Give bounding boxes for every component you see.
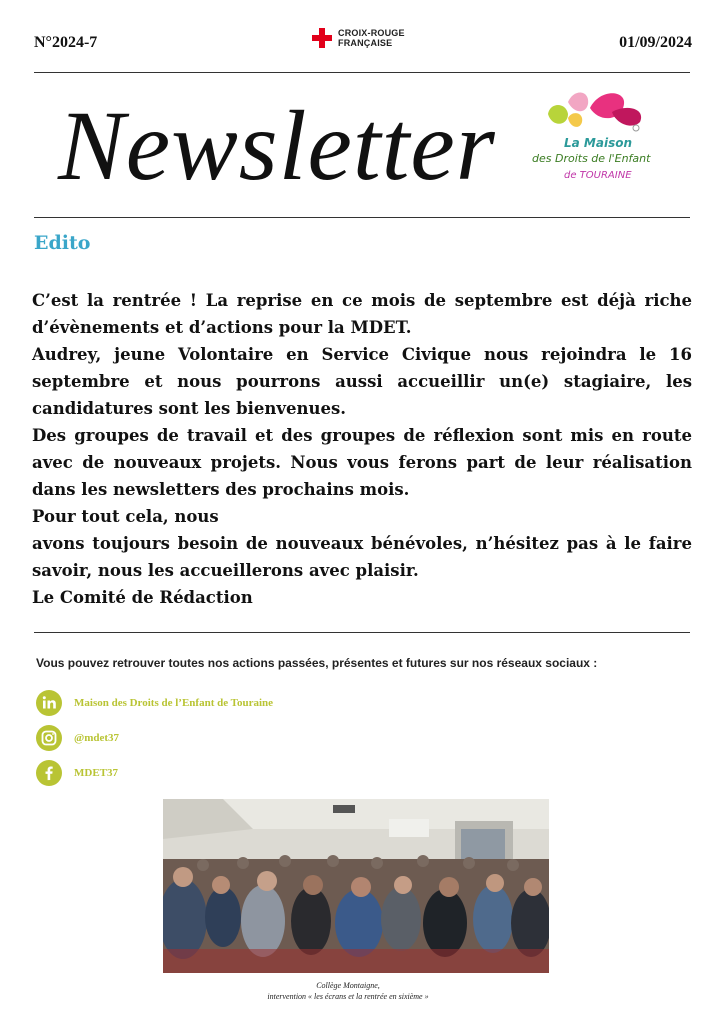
edito-paragraph: Pour tout cela, nous xyxy=(32,507,219,526)
mdet-flower-icon xyxy=(528,84,668,144)
mdet-logo-line1: La Maison xyxy=(564,136,633,150)
divider-top xyxy=(34,72,690,73)
divider-title xyxy=(34,217,690,218)
instagram-icon[interactable] xyxy=(36,725,62,751)
edito-paragraph: Des groupes de travail et des groupes de réflexion sont mis en route avec de nouveaux projets. Nous vous ferons part de leur réalisation dans les newsletters des prochains mois. xyxy=(32,426,692,499)
edito-body xyxy=(32,287,692,611)
social-link-instagram[interactable] xyxy=(36,725,119,751)
mdet-logo-line3: de TOURAINE xyxy=(564,170,632,181)
mdet-logo-line2: des Droits de l'Enfant xyxy=(532,152,651,165)
issue-date: 01/09/2024 xyxy=(619,34,692,51)
social-link-linkedin[interactable] xyxy=(36,690,273,716)
event-photo xyxy=(163,799,549,973)
social-link-label[interactable]: MDET37 xyxy=(74,767,118,779)
social-link-facebook[interactable] xyxy=(36,760,118,786)
croix-rouge-logo xyxy=(312,28,405,48)
facebook-icon[interactable] xyxy=(36,760,62,786)
edito-paragraph: C’est la rentrée ! La reprise en ce mois de septembre est déjà riche d’évènements et d’actions pour la MDET. xyxy=(32,291,692,337)
croix-rouge-line2: FRANÇAISE xyxy=(338,38,393,48)
social-link-label[interactable]: Maison des Droits de l’Enfant de Touraine xyxy=(74,697,274,709)
newsletter-title: Newsletter xyxy=(58,90,496,201)
edito-signature: Le Comité de Rédaction xyxy=(32,588,253,607)
photo-caption-line2: intervention « les écrans et la rentrée en sixième » xyxy=(267,992,429,1001)
social-intro: Vous pouvez retrouver toutes nos actions passées, présentes et futures sur nos réseaux sociaux : xyxy=(36,656,598,670)
linkedin-icon[interactable] xyxy=(36,690,62,716)
mdet-logo xyxy=(528,84,668,194)
edito-heading: Edito xyxy=(34,232,91,254)
edito-paragraph: Audrey, jeune Volontaire en Service Civique nous rejoindra le 16 septembre et nous pourrons aussi accueillir un(e) stagiaire, les candidatures sont les bienvenues. xyxy=(32,345,692,418)
edito-paragraph: avons toujours besoin de nouveaux bénévoles, n’hésitez pas à le faire savoir, nous les accueillerons avec plaisir. xyxy=(32,534,692,580)
croix-rouge-line1: CROIX-ROUGE xyxy=(338,28,405,38)
red-cross-icon xyxy=(312,28,332,48)
issue-number: N°2024-7 xyxy=(34,34,98,51)
photo-caption-line1: Collège Montaigne, xyxy=(316,981,380,990)
social-link-label[interactable]: @mdet37 xyxy=(74,732,120,744)
divider-social xyxy=(34,632,690,633)
